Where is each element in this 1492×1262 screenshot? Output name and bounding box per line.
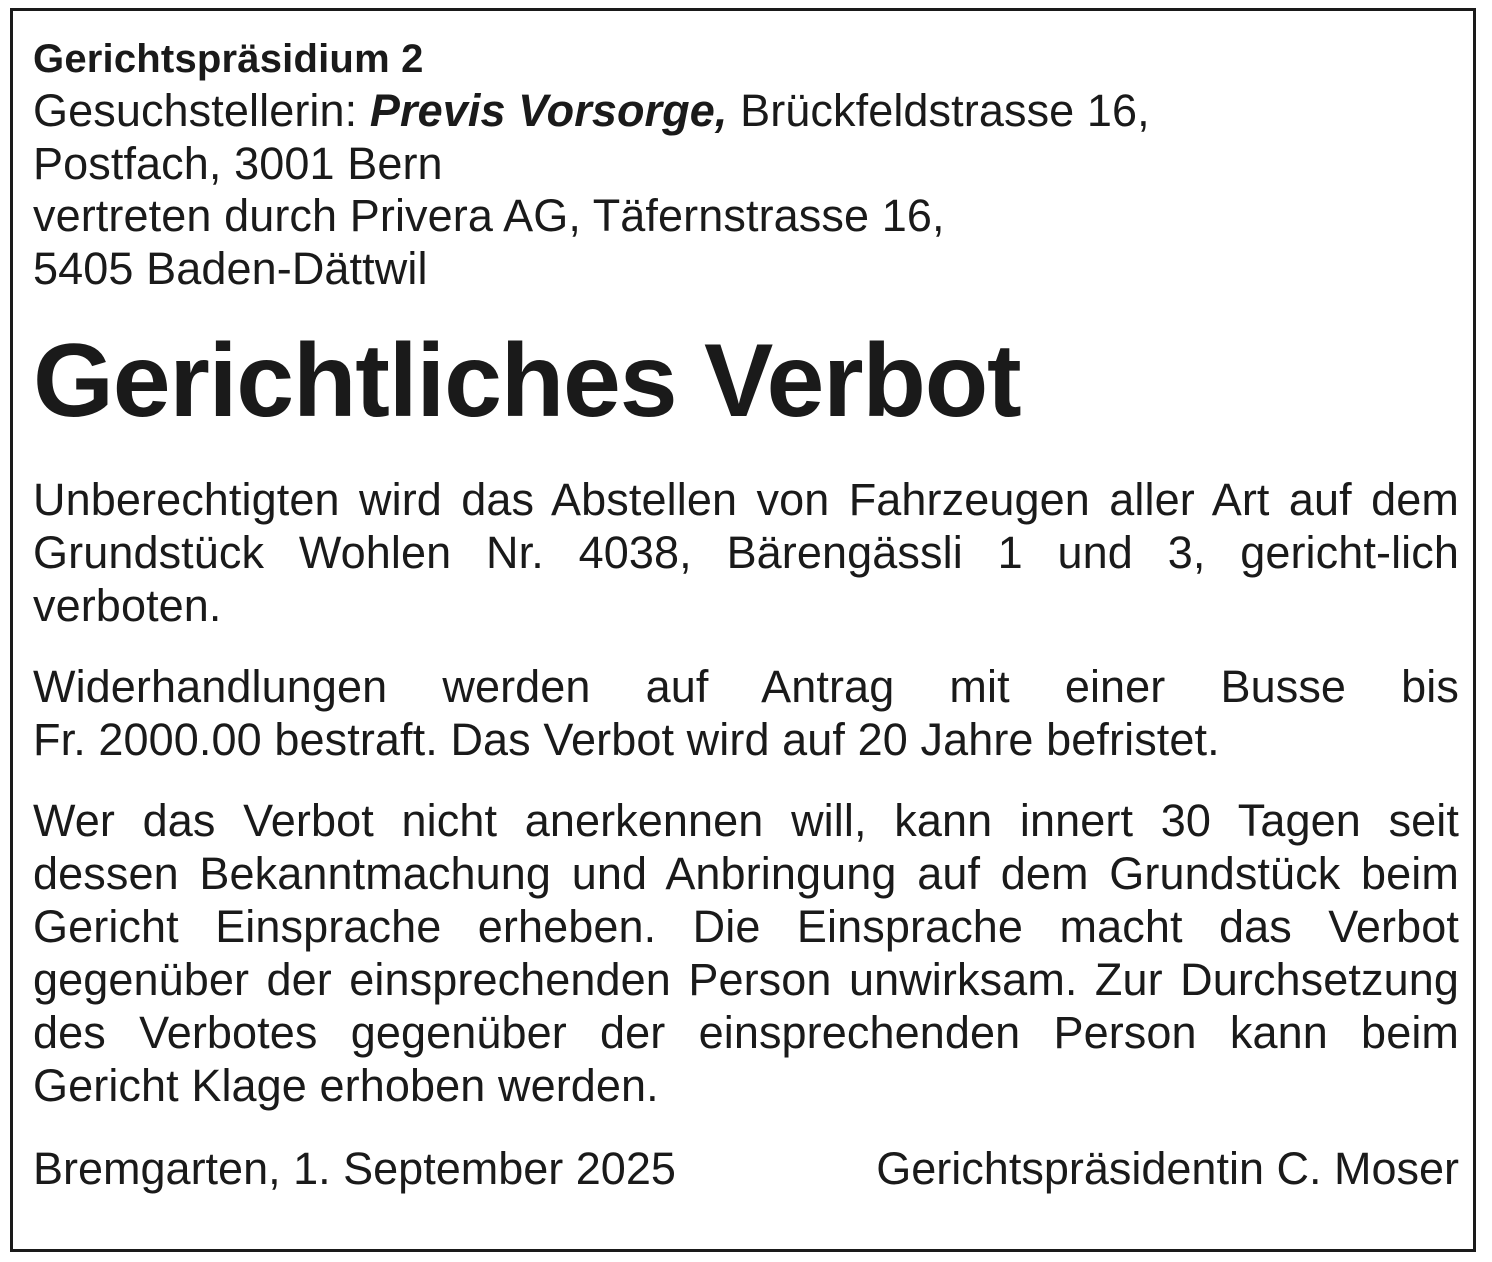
applicant-name: Previs Vorsorge,	[369, 85, 728, 136]
paragraph-objection: Wer das Verbot nicht anerkennen will, kann innert 30 Tagen seit dessen Bekanntmachung und Anbringung auf dem Grundstück beim Gericht Einsprache erheben. Die Einsprache macht das Verbot gegenüber der einsprechenden Person unwirksam. Zur Durchsetzung des Verbotes gegenüber der einsprechenden Person kann beim Gericht Klage erhoben werden.	[33, 795, 1459, 1111]
paragraph-penalty-line-1: Widerhandlungen werden auf Antrag mit einer Busse bis	[33, 661, 1459, 712]
representative-line-2: 5405 Baden-Dättwil	[33, 242, 428, 294]
signature-footer	[33, 1142, 1459, 1195]
applicant-label: Gesuchstellerin:	[33, 85, 358, 136]
notice-content	[33, 33, 1459, 1195]
place-date: Bremgarten, 1. September 2025	[33, 1143, 676, 1194]
page-title: Gerichtliches Verbot	[33, 323, 1021, 439]
court-name: Gerichtspräsidium 2	[33, 37, 424, 81]
paragraph-penalty-line-2: Fr. 2000.00 bestraft. Das Verbot wird auf 20 Jahre befristet.	[33, 714, 1220, 765]
applicant-block	[33, 85, 1459, 295]
signatory: Gerichtspräsidentin C. Moser	[876, 1143, 1459, 1194]
paragraph-penalty	[33, 660, 1459, 766]
applicant-address-street: Brückfeldstrasse 16,	[740, 85, 1150, 136]
applicant-address-city: Postfach, 3001 Bern	[33, 137, 443, 189]
representative-line-1: vertreten durch Privera AG, Täfernstrasse 16,	[33, 190, 945, 241]
paragraph-prohibition: Unberechtigten wird das Abstellen von Fahrzeugen aller Art auf dem Grundstück Wohlen Nr. 4038, Bärengässli 1 und 3, gericht-lich verboten.	[33, 474, 1459, 631]
